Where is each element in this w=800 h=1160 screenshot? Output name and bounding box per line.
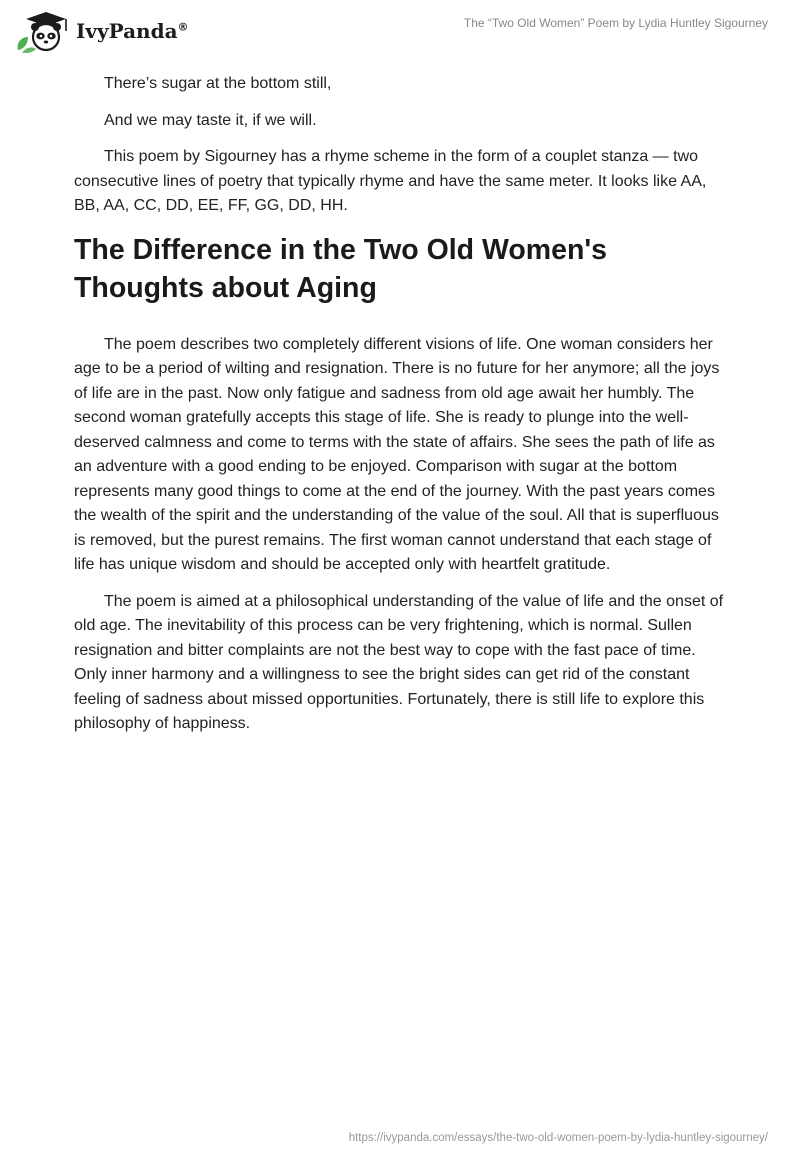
page-header [0,0,800,64]
panda-graduate-icon [14,9,72,53]
essay-content [74,72,728,749]
verse-line: There’s sugar at the bottom still, [104,75,332,92]
body-paragraph: The poem is aimed at a philosophical understanding of the value of life and the onset of old age. The inevitability of this process can be very frightening, which is normal. Sullen resignation and bitter complaints are not the best way to cope with the fast pace of time. Only inner harmony and a willingness to see the bright sides can get rid of the constant feeling of sadness about missed opportunities. Fortunately, there is still life to explore this philosophy of happiness. [74,592,724,732]
verse-line: And we may taste it, if we will. [104,111,317,129]
body-paragraph: The poem describes two completely different visions of life. One woman considers her age to be a period of wilting and resignation. There is no future for her anymore; all the joys of life are in the past. Now only fatigue and sadness from old age await her humbly. The second woman gratefully accepts this stage of life. She is ready to plunge into the well-deserved calmness and come to terms with the state of affairs. She sees the path of life as an adventure with a good ending to be enjoyed. Comparison with sugar at the bottom represents many good things to come at the end of the journey. With the past years comes the wealth of the spirit and the understanding of the value of the soul. All that is superfluous is removed, but the purest remains. The first woman cannot understand that each stage of life has unique wisdom and should be accepted only with heartfelt gratitude. [74,335,720,573]
logo-wordmark: IvyPanda® [76,19,189,43]
document-title: The “Two Old Women” Poem by Lydia Huntley Sigourney [463,16,768,30]
ivypanda-logo[interactable] [14,9,204,53]
source-url[interactable]: https://ivypanda.com/essays/the-two-old-women-poem-by-lydia-huntley-sigourney/ [348,1132,768,1144]
intro-paragraph: This poem by Sigourney has a rhyme scheme in the form of a couplet stanza — two consecutive lines of poetry that typically rhyme and have the same meter. It looks like AA, BB, AA, CC, DD, EE, FF, GG, DD, HH. [74,148,707,214]
section-heading: The Difference in the Two Old Women's Thoughts about Aging [74,233,608,304]
